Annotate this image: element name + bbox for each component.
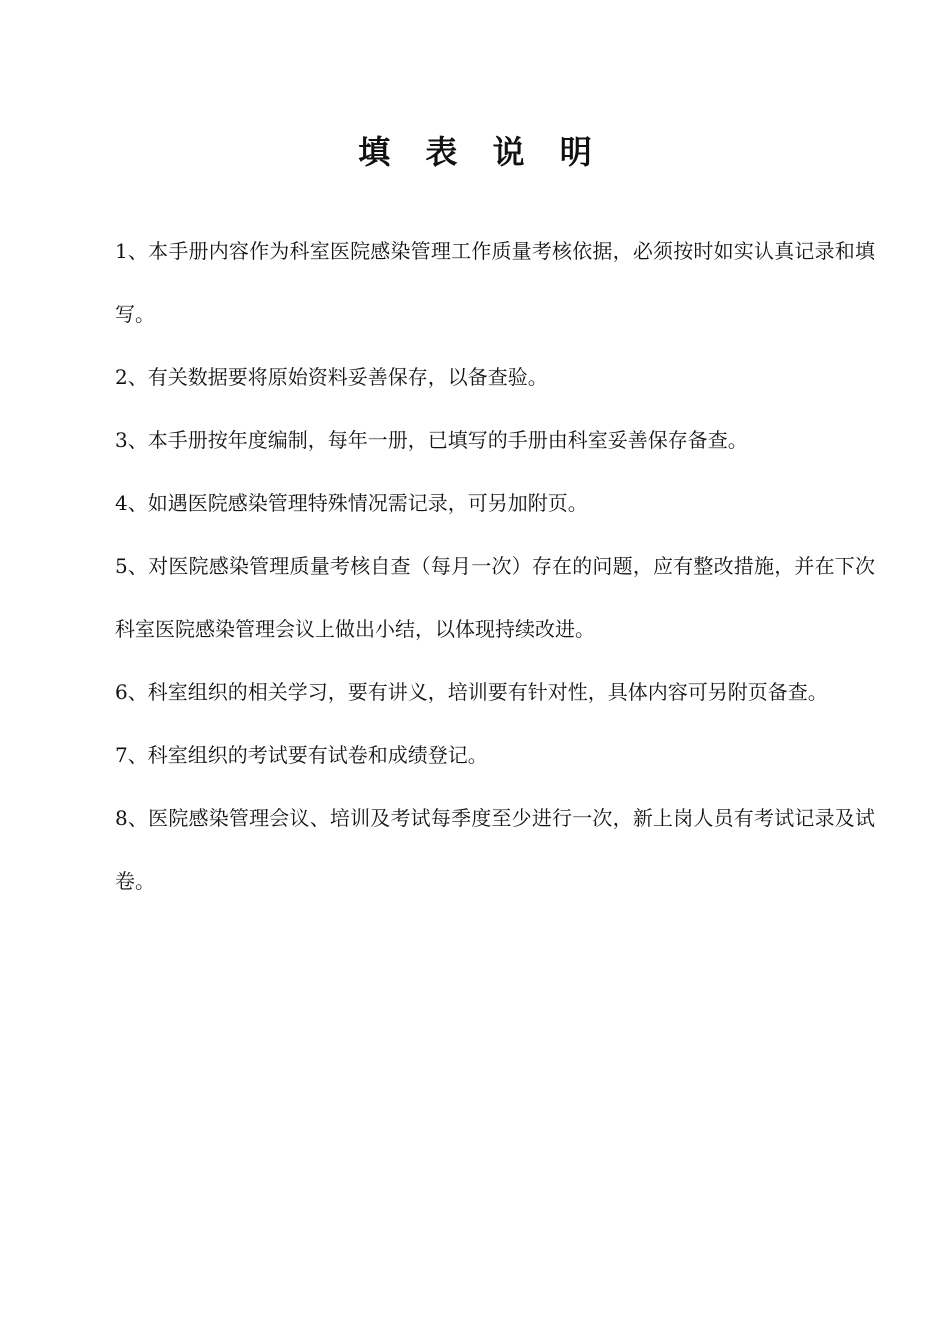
instruction-item-4: 4、如遇医院感染管理特殊情况需记录，可另加附页。 <box>115 491 588 515</box>
page-title: 填 表 说 明 <box>358 133 604 171</box>
instruction-item-8: 8、医院感染管理会议、培训及考试每季度至少进行一次，新上岗人员有考试记录及试卷。 <box>115 806 875 893</box>
instruction-item-7: 7、科室组织的考试要有试卷和成绩登记。 <box>115 743 488 767</box>
instruction-item-1: 1、本手册内容作为科室医院感染管理工作质量考核依据，必须按时如实认真记录和填写。 <box>115 239 875 326</box>
instruction-item-6: 6、科室组织的相关学习，要有讲义，培训要有针对性，具体内容可另附页备查。 <box>115 680 828 704</box>
instruction-item-3: 3、本手册按年度编制，每年一册，已填写的手册由科室妥善保存备查。 <box>115 428 748 452</box>
instruction-item-5: 5、对医院感染管理质量考核自查（每月一次）存在的问题，应有整改措施，并在下次科室医院感染管理会议上做出小结，以体现持续改进。 <box>115 554 875 641</box>
instruction-item-2: 2、有关数据要将原始资料妥善保存，以备查验。 <box>115 365 548 389</box>
instructions-list <box>115 220 875 913</box>
